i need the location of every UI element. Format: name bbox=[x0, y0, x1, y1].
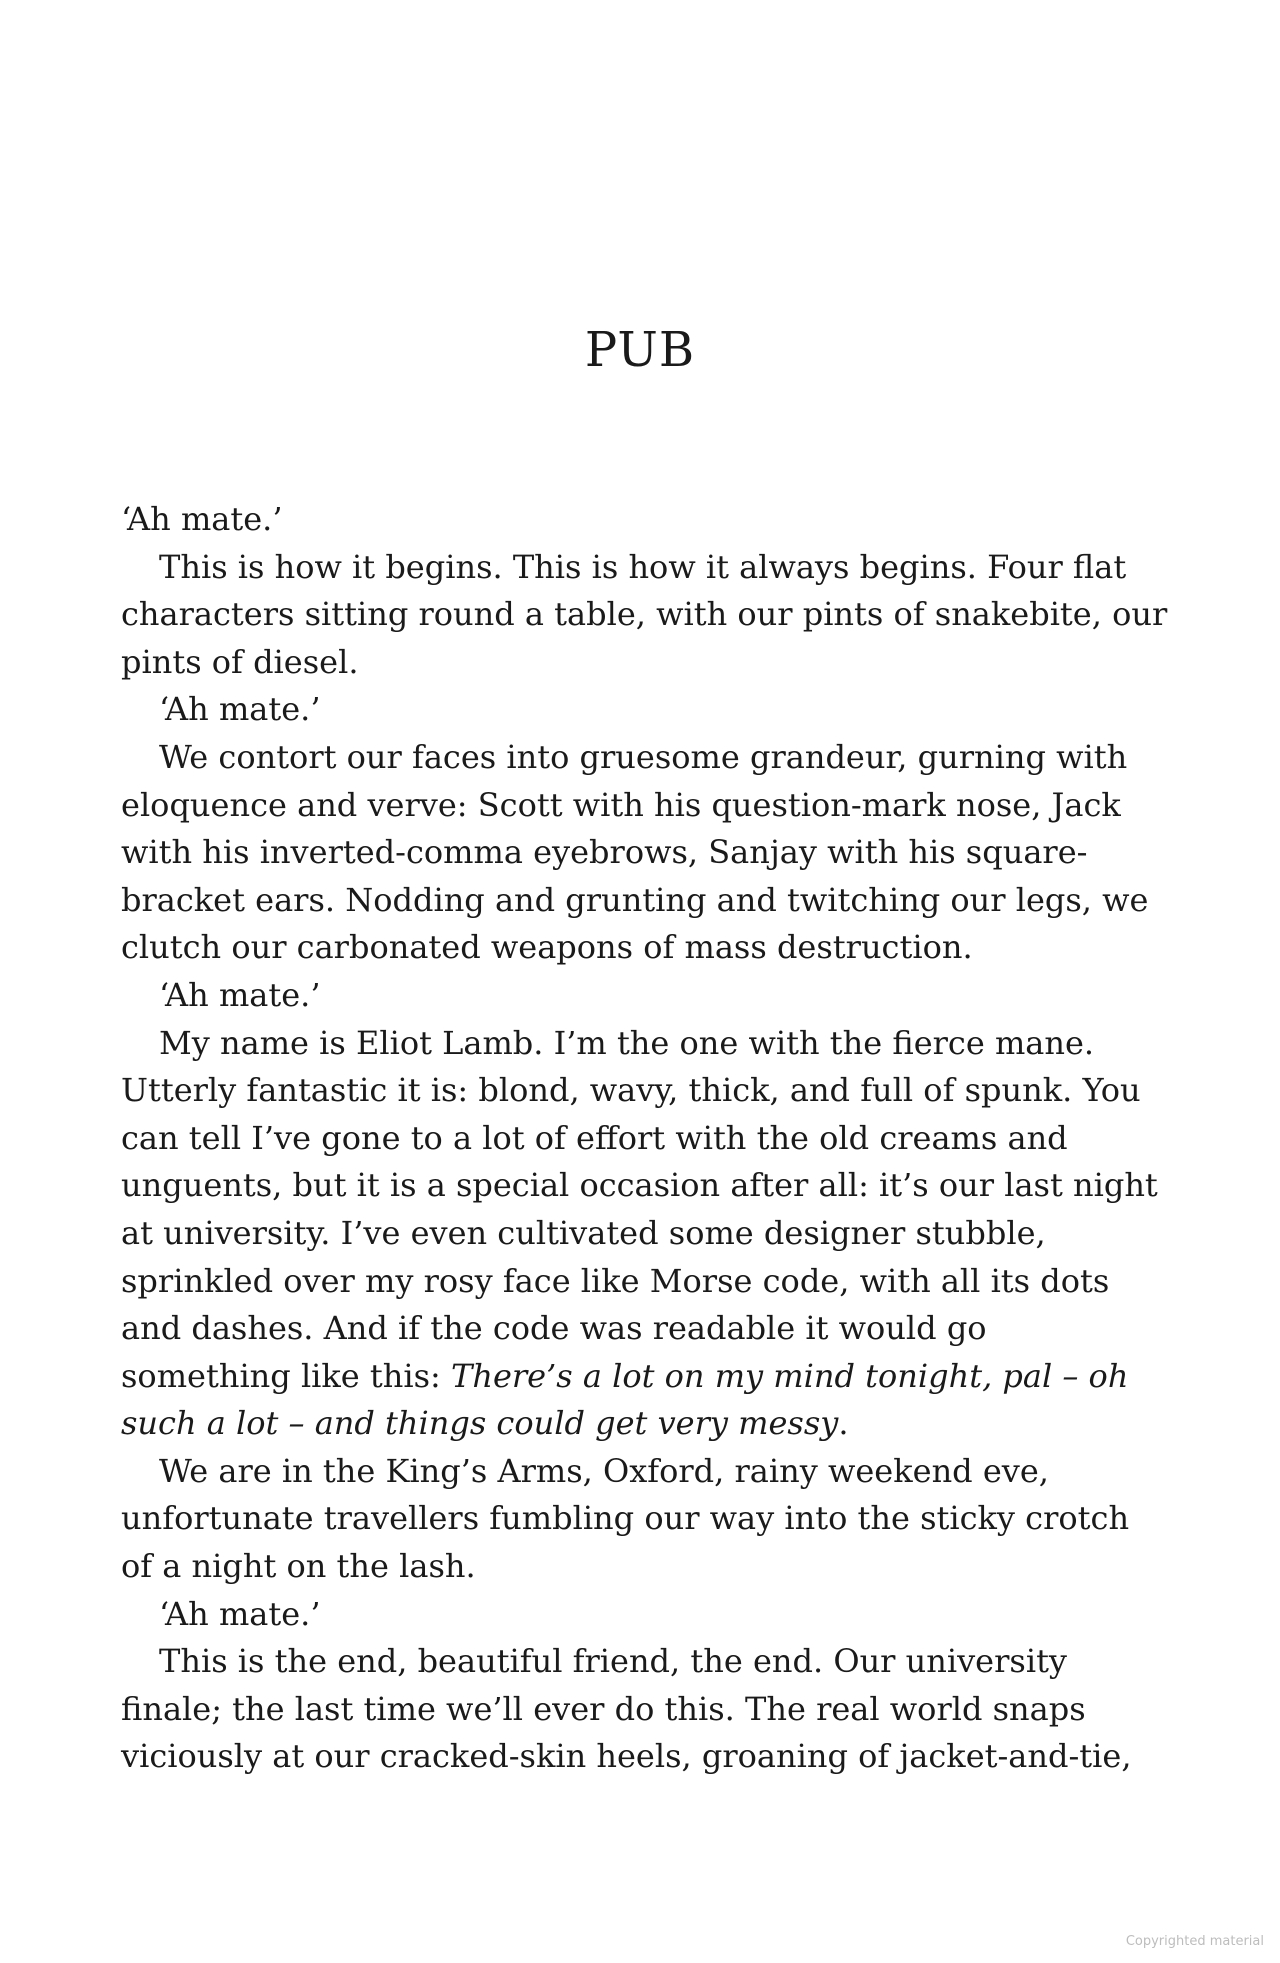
text-line: My name is Eliot Lamb. I’m the one with the fierce mane. bbox=[159, 1023, 1095, 1062]
text-line: ‘Ah mate.’ bbox=[159, 1594, 321, 1633]
italic-text: There’s a lot on my mind tonight, pal – oh bbox=[450, 1356, 1129, 1395]
chapter-title: PUB bbox=[584, 322, 696, 378]
text-line: with his inverted-comma eyebrows, Sanjay with his square- bbox=[121, 833, 1088, 872]
paragraph-8 bbox=[121, 1591, 1161, 1639]
text-line: pints of diesel. bbox=[121, 642, 359, 681]
paragraph-3 bbox=[121, 686, 1161, 734]
paragraph-4 bbox=[121, 734, 1161, 972]
text-line: clutch our carbonated weapons of mass destruction. bbox=[121, 928, 973, 967]
text-line: This is how it begins. This is how it always begins. Four flat bbox=[159, 547, 1127, 586]
chapter-body bbox=[121, 496, 1168, 1781]
text-line: characters sitting round a table, with our pints of snakebite, our bbox=[121, 595, 1168, 634]
text-line: eloquence and verve: Scott with his question-mark nose, Jack bbox=[121, 785, 1121, 824]
text-line: can tell I’ve gone to a lot of effort with the old creams and bbox=[121, 1118, 1068, 1157]
text-line: Utterly fantastic it is: blond, wavy, thick, and full of spunk. You bbox=[121, 1071, 1141, 1110]
text-line: unfortunate travellers fumbling our way into the sticky crotch bbox=[121, 1499, 1130, 1538]
text-line bbox=[121, 1353, 1161, 1401]
paragraph-2 bbox=[121, 544, 1168, 687]
text-run: something like this: bbox=[121, 1356, 451, 1395]
text-line: We are in the King’s Arms, Oxford, rainy weekend eve, bbox=[159, 1451, 1049, 1490]
text-line: This is the end, beautiful friend, the end. Our university bbox=[159, 1642, 1067, 1681]
text-run: . bbox=[838, 1404, 849, 1443]
text-line: We contort our faces into gruesome grandeur, gurning with bbox=[159, 737, 1128, 776]
text-line: of a night on the lash. bbox=[121, 1547, 476, 1586]
paragraph-5 bbox=[121, 972, 1161, 1020]
text-line: at university. I’ve even cultivated some designer stubble, bbox=[121, 1213, 1046, 1252]
text-line: finale; the last time we’ll ever do this. The real world snaps bbox=[121, 1689, 1086, 1728]
italic-text: such a lot – and things could get very messy bbox=[121, 1404, 839, 1443]
paragraph-6 bbox=[121, 1020, 1161, 1448]
paragraph-9 bbox=[121, 1638, 1161, 1781]
paragraph-1 bbox=[121, 496, 1161, 544]
text-line: ‘Ah mate.’ bbox=[159, 690, 321, 729]
text-line: viciously at our cracked-skin heels, groaning of jacket-and-tie, bbox=[121, 1737, 1132, 1776]
copyright-notice: Copyrighted material bbox=[1125, 1934, 1264, 1949]
text-line: sprinkled over my rosy face like Morse code, with all its dots bbox=[121, 1261, 1110, 1300]
text-line: bracket ears. Nodding and grunting and twitching our legs, we bbox=[121, 880, 1149, 919]
text-line bbox=[121, 1400, 1161, 1448]
text-line: ‘Ah mate.’ bbox=[121, 500, 283, 538]
text-line: unguents, but it is a special occasion after all: it’s our last night bbox=[121, 1166, 1158, 1205]
text-line: ‘Ah mate.’ bbox=[159, 975, 321, 1014]
paragraph-7 bbox=[121, 1448, 1161, 1591]
text-line: and dashes. And if the code was readable it would go bbox=[121, 1309, 987, 1348]
